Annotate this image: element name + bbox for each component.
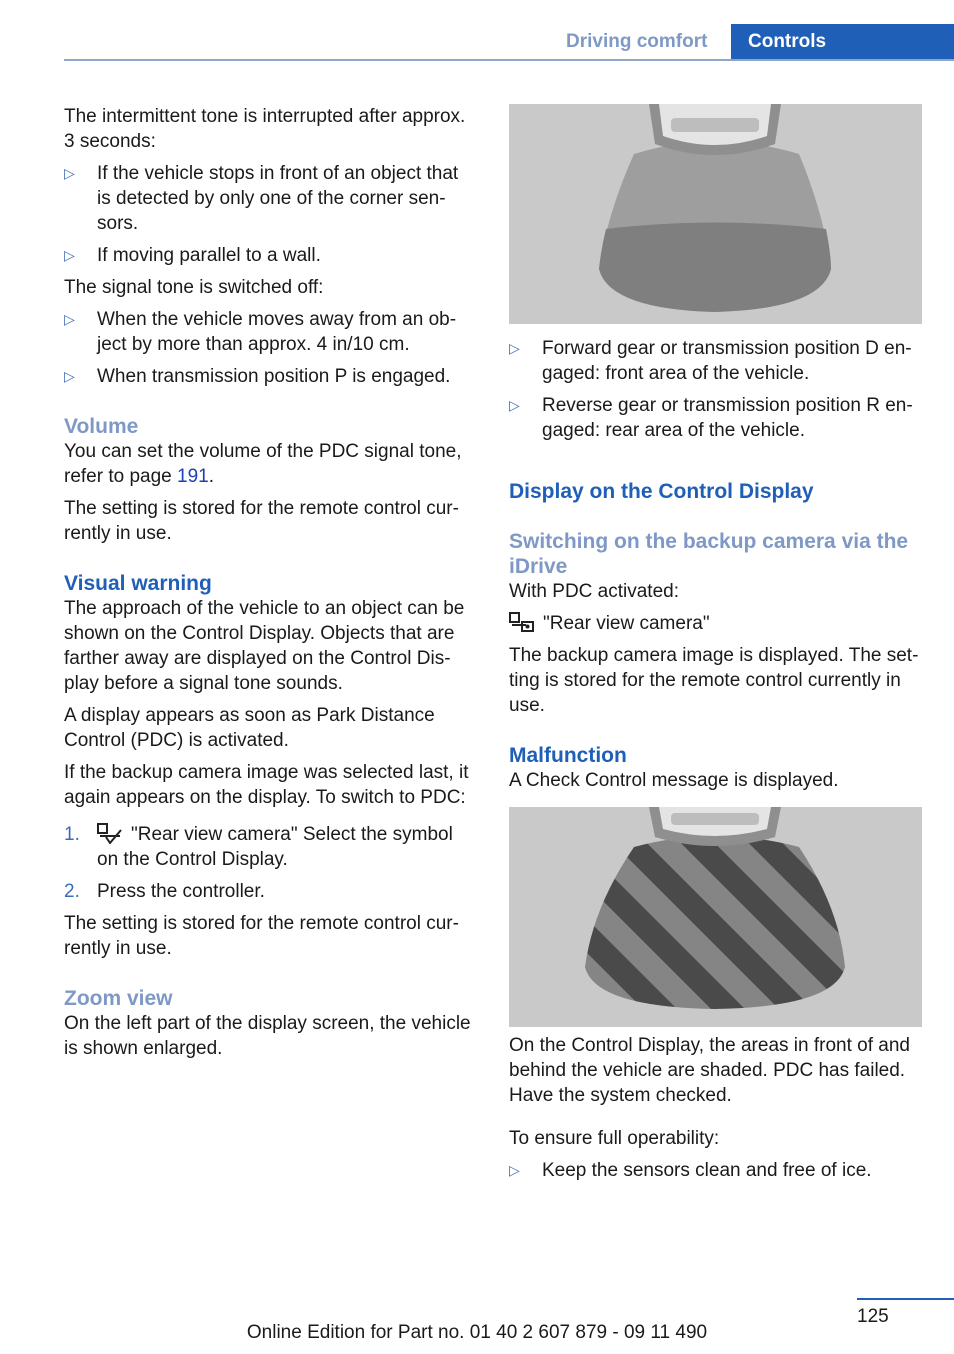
step-text: Press the controller.: [97, 881, 265, 902]
switched-off-paragraph: The signal tone is switched off:: [64, 277, 324, 298]
right-column: [509, 104, 922, 1190]
bullet-arrow-icon: ▷: [64, 311, 75, 327]
list-item: [64, 243, 477, 268]
switching-paragraph-1: With PDC activated:: [509, 581, 679, 602]
rear-view-camera-icon: [97, 822, 123, 844]
numbered-step: [64, 879, 477, 904]
bullet-arrow-icon: ▷: [509, 1162, 520, 1178]
pdc-shaded-image: [509, 807, 922, 1027]
menu-item-label: "Rear view camera": [543, 613, 710, 634]
bullet-arrow-icon: ▷: [64, 368, 75, 384]
list-item: [509, 336, 922, 386]
visual-paragraph-2: A display appears as soon as Park Distance Control (PDC) is activated.: [64, 705, 435, 751]
list-item-text: Reverse gear or transmission position R en‐ gaged: rear area of the vehicle.: [542, 395, 913, 441]
volume-stored-paragraph: The setting is stored for the remote control cur‐ rently in use.: [64, 498, 459, 544]
intro-paragraph: The intermittent tone is interrupted after approx. 3 seconds:: [64, 106, 466, 152]
visual-paragraph-4: The setting is stored for the remote control cur‐ rently in use.: [64, 913, 459, 959]
step-number: 1.: [64, 824, 80, 845]
zoom-paragraph: On the left part of the display screen, the vehicle is shown enlarged.: [64, 1013, 471, 1059]
list-item-text: If the vehicle stops in front of an object that is detected by only one of the corner sen‐ sors.: [97, 163, 459, 234]
pdc-area-image: [509, 104, 922, 324]
step-number: 2.: [64, 881, 80, 902]
volume-text-end: .: [208, 466, 215, 487]
left-column: [64, 104, 477, 1068]
header-section-title: Driving comfort: [566, 31, 708, 52]
list-item: [64, 161, 477, 236]
volume-text: You can set the volume of the PDC signal tone, refer to page: [64, 441, 462, 487]
list-item: [509, 393, 922, 443]
step-text-wrap: [97, 822, 477, 872]
bullet-arrow-icon: ▷: [64, 247, 75, 263]
pdc-failed-illustration: [509, 807, 922, 1027]
list-item: [64, 364, 477, 389]
visual-warning-heading: Visual warning: [64, 572, 212, 595]
switching-heading: Switching on the backup camera via the iDrive: [509, 530, 909, 578]
switching-paragraph-2: The backup camera image is displayed. The set‐ ting is stored for the remote control currently in use.: [509, 645, 919, 716]
malfunction-paragraph-1: A Check Control message is displayed.: [509, 770, 839, 791]
footer-edition: Online Edition for Part no. 01 40 2 607 879 - 09 11 490: [246, 1322, 708, 1343]
list-item-text: When transmission position P is engaged.: [97, 366, 451, 387]
list-item: [509, 1158, 922, 1183]
list-item-text: Keep the sensors clean and free of ice.: [542, 1160, 872, 1181]
footer-rule: [857, 1298, 954, 1300]
header-rule: [64, 59, 954, 61]
list-item-text: Forward gear or transmission position D en‐ gaged: front area of the vehicle.: [542, 338, 912, 384]
bullet-arrow-icon: ▷: [64, 165, 75, 181]
display-heading: Display on the Control Display: [509, 480, 814, 503]
list-item: [64, 307, 477, 357]
visual-paragraph-3: If the backup camera image was selected last, it again appears on the display. To switch to PDC:: [64, 762, 469, 808]
menu-item-line: [509, 611, 922, 636]
rear-view-camera-icon: [509, 611, 535, 633]
step-text: "Rear view camera" Select the symbol on the Control Display.: [97, 824, 453, 870]
list-item-text: If moving parallel to a wall.: [97, 245, 321, 266]
numbered-step: [64, 822, 477, 872]
header-chapter-tab: Controls: [731, 24, 954, 60]
volume-paragraph: [64, 439, 477, 489]
zoom-view-heading: Zoom view: [64, 987, 173, 1010]
page-reference-link[interactable]: 191: [177, 466, 209, 487]
pdc-display-illustration: [509, 104, 922, 324]
bullet-arrow-icon: ▷: [509, 397, 520, 413]
volume-heading: Volume: [64, 415, 139, 438]
malfunction-paragraph-3: To ensure full operability:: [509, 1128, 720, 1149]
malfunction-heading: Malfunction: [509, 744, 627, 767]
bullet-arrow-icon: ▷: [509, 340, 520, 356]
malfunction-paragraph-2: On the Control Display, the areas in front of and behind the vehicle are shaded. PDC has failed. Have the system checked.: [509, 1035, 910, 1106]
list-item-text: When the vehicle moves away from an ob‐ ject by more than approx. 4 in/10 cm.: [97, 309, 457, 355]
page-number: 125: [857, 1306, 889, 1327]
visual-paragraph-1: The approach of the vehicle to an object can be shown on the Control Display. Objects that are farther away are displayed on the Control Dis‐ play before a signal tone sounds.: [64, 598, 465, 694]
